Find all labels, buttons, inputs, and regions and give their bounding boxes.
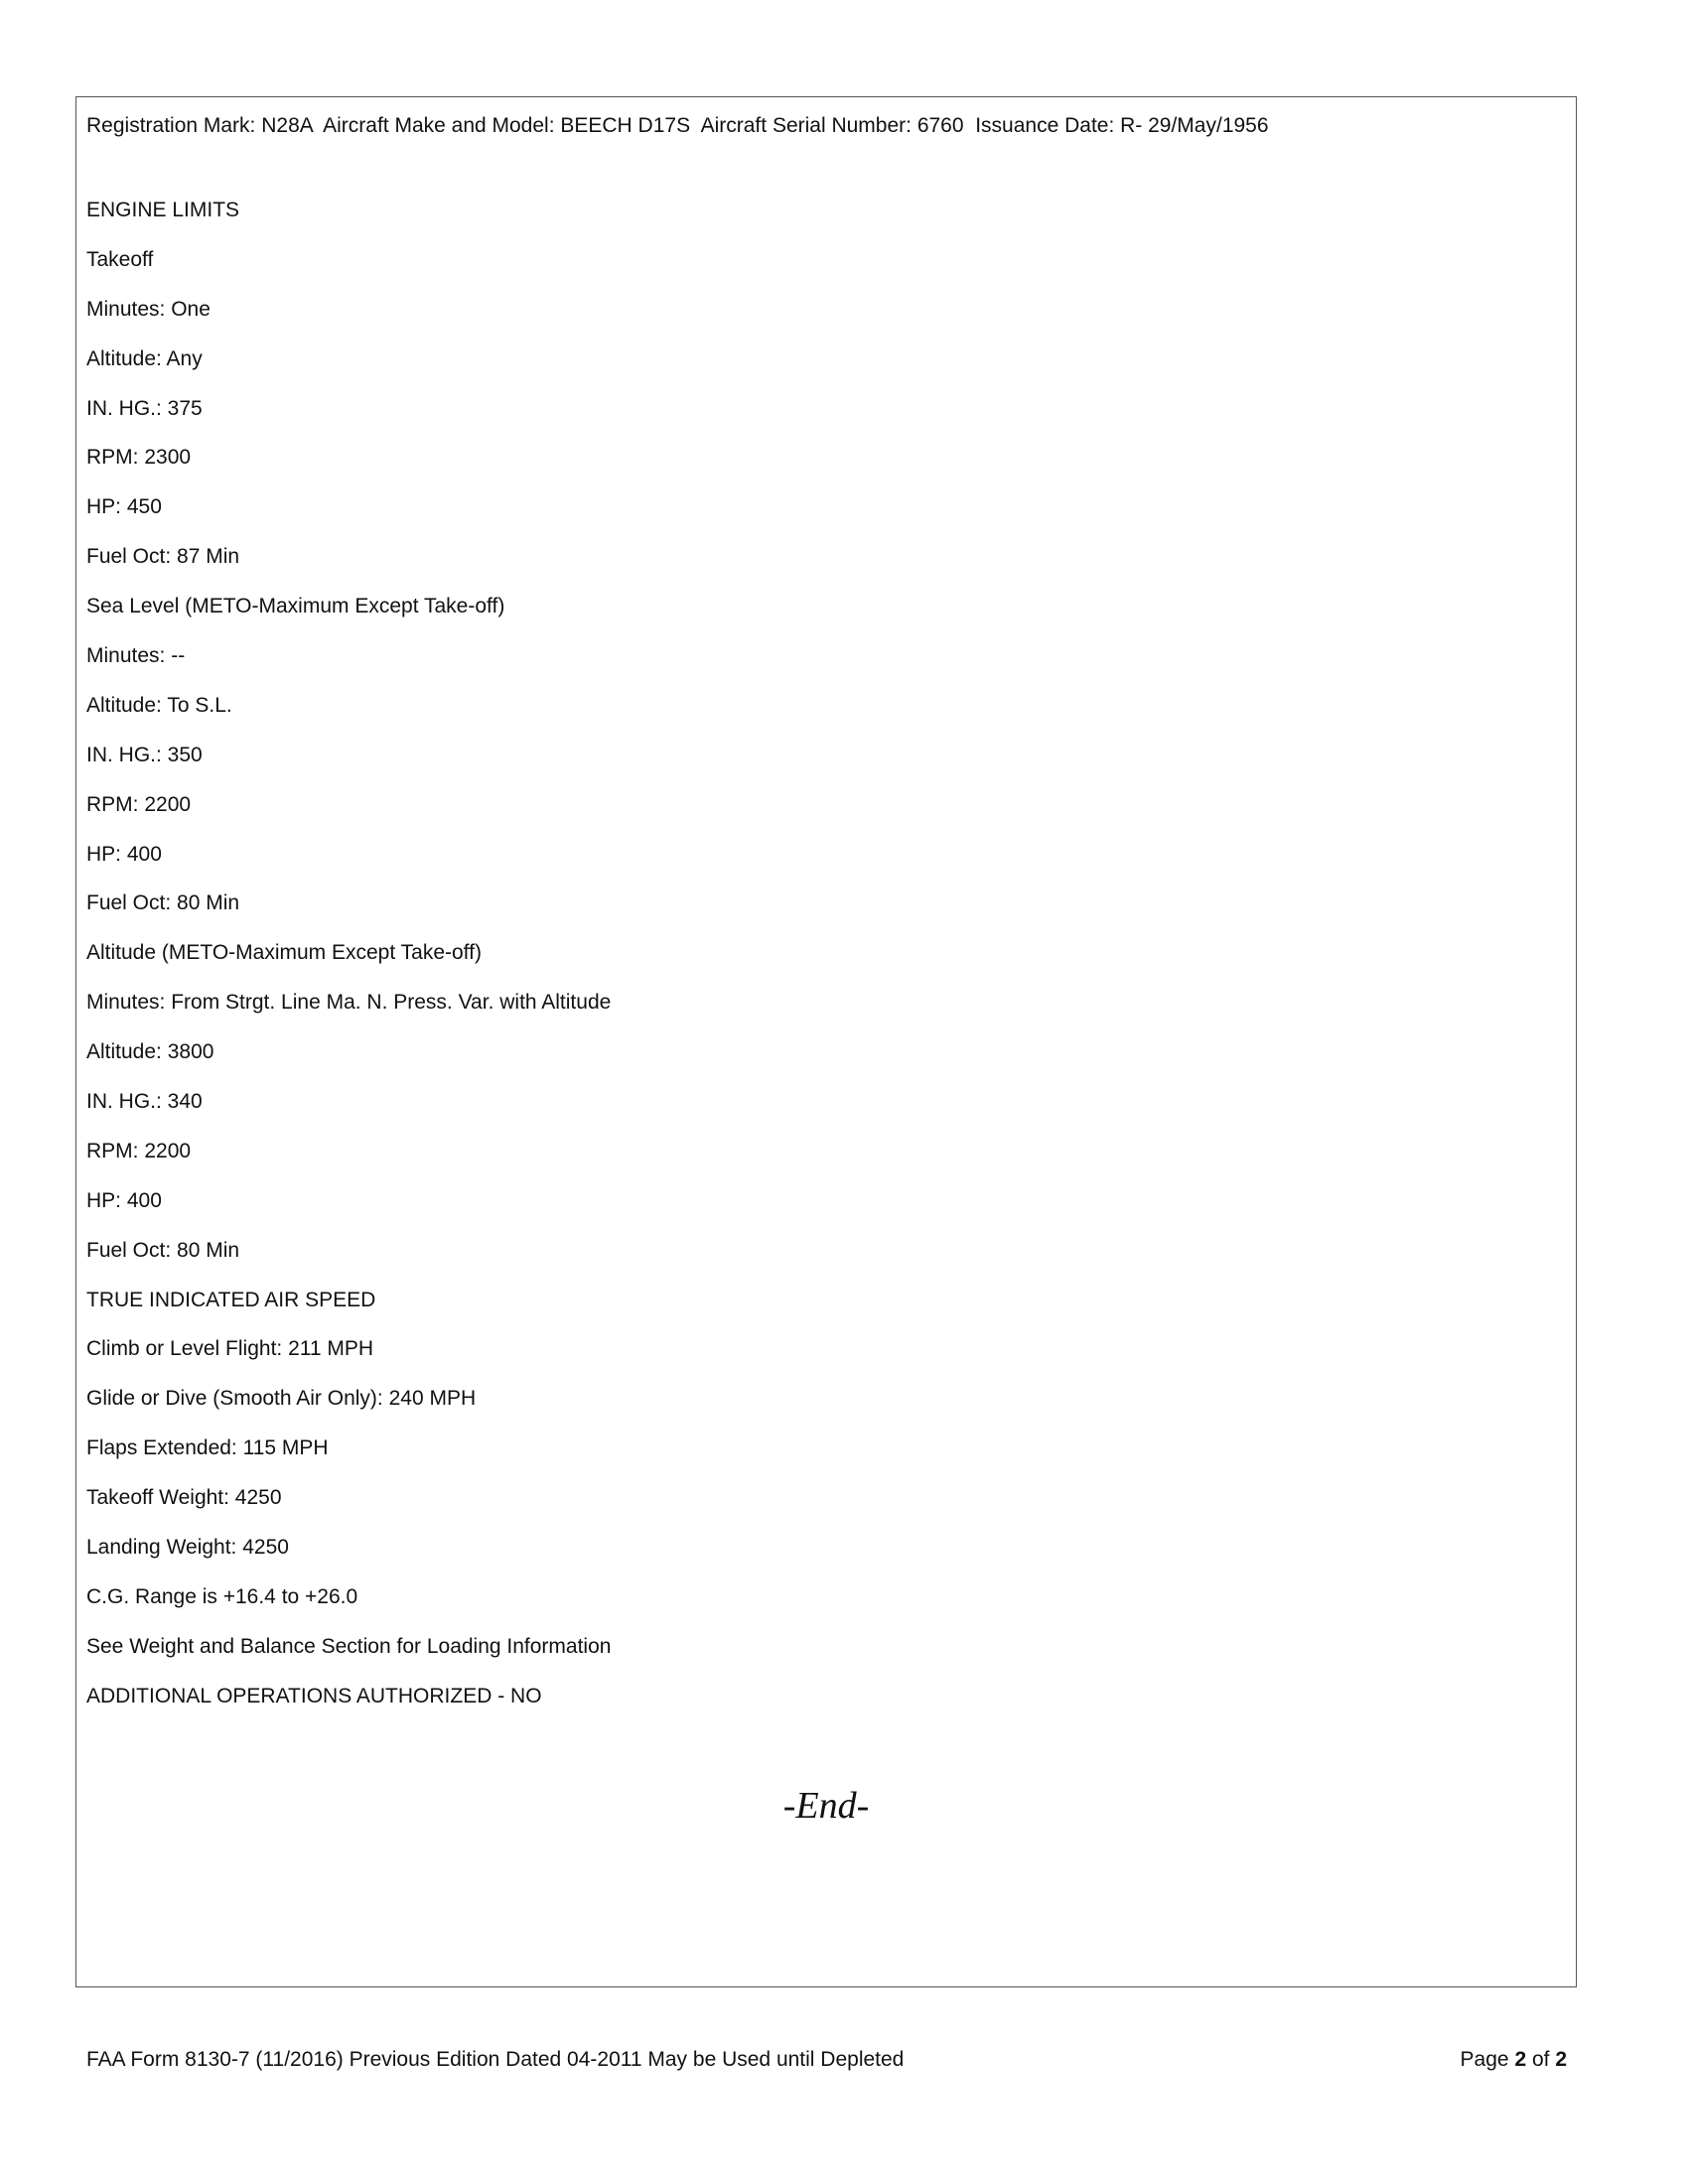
registration-header: Registration Mark: N28A Aircraft Make and Model: BEECH D17S Aircraft Serial Number: 6760 Issuance Date: R- 29/May/1956 [86, 114, 1269, 137]
subsection-altitude: Altitude (METO-Maximum Except Take-off) [86, 941, 482, 965]
page-number [1461, 2048, 1567, 2072]
list-item: Altitude: 3800 [86, 1040, 214, 1064]
list-item: Takeoff Weight: 4250 [86, 1486, 282, 1510]
section-heading-air-speed: TRUE INDICATED AIR SPEED [86, 1288, 376, 1311]
list-item: Climb or Level Flight: 211 MPH [86, 1337, 374, 1361]
section-heading-engine-limits: ENGINE LIMITS [86, 199, 240, 221]
list-item: RPM: 2300 [86, 446, 192, 470]
list-item: IN. HG.: 340 [86, 1090, 203, 1114]
subsection-sea-level: Sea Level (METO-Maximum Except Take-off) [86, 595, 505, 618]
list-item: Fuel Oct: 80 Min [86, 891, 240, 915]
list-item: Altitude: Any [86, 346, 203, 370]
list-item: Landing Weight: 4250 [86, 1536, 289, 1560]
list-item: Minutes: One [86, 297, 211, 321]
list-item: IN. HG.: 375 [86, 396, 203, 420]
list-item: HP: 400 [86, 1188, 162, 1212]
list-item: Minutes: From Strgt. Line Ma. N. Press. Var. with Altitude [86, 991, 612, 1015]
list-item: Minutes: -- [86, 644, 186, 668]
page-current: 2 [1514, 2048, 1527, 2071]
list-item: Fuel Oct: 87 Min [86, 545, 240, 569]
list-item: C.G. Range is +16.4 to +26.0 [86, 1584, 358, 1608]
page-of: of [1526, 2048, 1556, 2071]
list-item: RPM: 2200 [86, 792, 192, 816]
page-total: 2 [1555, 2048, 1567, 2071]
engine-limits-list [86, 197, 611, 1732]
list-item: HP: 400 [86, 842, 162, 866]
list-item: Flaps Extended: 115 MPH [86, 1436, 329, 1460]
list-item: RPM: 2200 [86, 1139, 192, 1162]
list-item: See Weight and Balance Section for Loading Information [86, 1634, 612, 1658]
list-item: Altitude: To S.L. [86, 693, 232, 717]
page-label: Page [1460, 2048, 1515, 2071]
list-item: Fuel Oct: 80 Min [86, 1238, 240, 1262]
list-item: ADDITIONAL OPERATIONS AUTHORIZED - NO [86, 1684, 542, 1707]
end-mark: -End- [782, 1785, 870, 1827]
list-item: IN. HG.: 350 [86, 743, 203, 766]
list-item: Glide or Dive (Smooth Air Only): 240 MPH [86, 1387, 477, 1411]
list-item: HP: 450 [86, 495, 162, 519]
footer-form-text: FAA Form 8130-7 (11/2016) Previous Edition Dated 04-2011 May be Used until Depleted [86, 2048, 905, 2071]
subsection-takeoff: Takeoff [86, 247, 154, 271]
